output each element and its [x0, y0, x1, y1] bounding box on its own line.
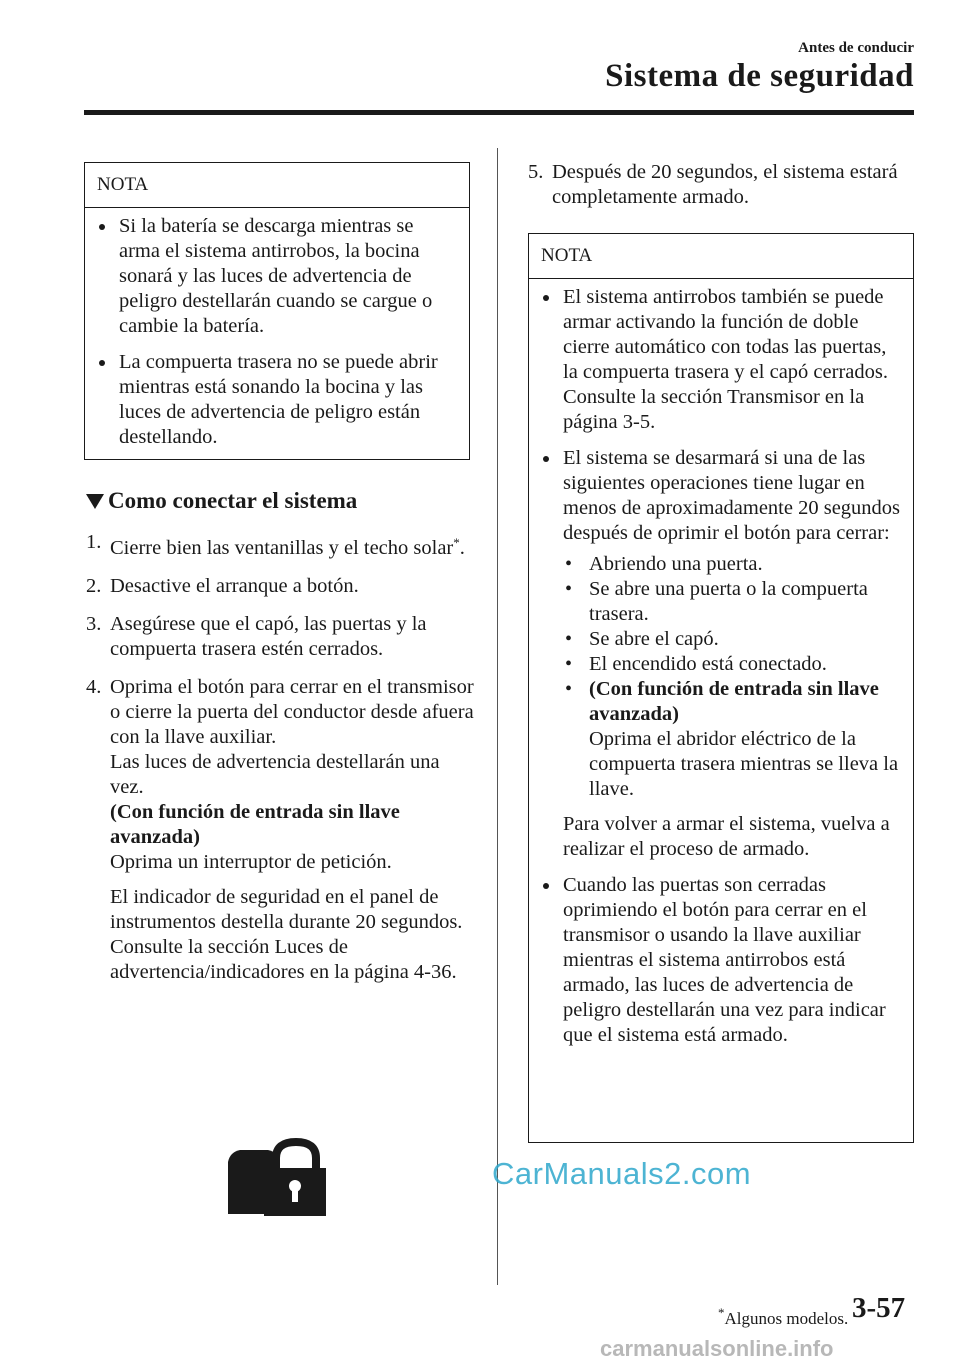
- note-box-right: [528, 233, 914, 1143]
- section-heading: Como conectar el sistema: [86, 488, 357, 514]
- note-label: NOTA: [529, 234, 913, 279]
- sub-item: • Abriendo una puerta.: [565, 553, 763, 575]
- bullet-dot: [543, 883, 549, 889]
- note-bullet: El sistema se desarmará si una de las siguientes operaciones tiene lugar en menos de aproximadamente 20 segundos después de oprimir el botón para cerrar: • Abriendo una puerta. • Se abre una puerta o la compuerta trasera. • Se abre el capó. • El encendido está conectado. • (Con función de entrada sin llave avanzada) Oprima el abridor eléctrico de la compuerta trasera mientras se lleva la llave. Para volver a armar el sistema, vuelva a realizar el proceso de armado.: [529, 446, 903, 862]
- steps-list-right: [528, 160, 908, 223]
- sub-item: • El encendido está conectado.: [565, 653, 827, 675]
- note-label: NOTA: [85, 163, 469, 208]
- bullet-dot: [543, 456, 549, 462]
- watermark-text: CarManuals2.com: [492, 1156, 752, 1191]
- bullet-dot: [99, 360, 105, 366]
- step-item: 1. Cierre bien las ventanillas y el techo solar*.: [86, 531, 465, 559]
- sub-item: • Se abre el capó.: [565, 628, 719, 650]
- sub-item: • (Con función de entrada sin llave avanzada) Oprima el abridor eléctrico de la compuerta trasera mientras se lleva la llave.: [565, 678, 899, 800]
- chapter-title: Antes de conducir: [798, 40, 914, 56]
- step-item: 2. Desactive el arranque a botón.: [86, 575, 359, 597]
- note-bullet: Cuando las puertas son cerradas oprimiendo el botón para cerrar en el transmisor o usando la llave auxiliar mientras el sistema antirrobos está armado, las luces de advertencia de peligro destellarán una vez para indicar que el sistema está armado.: [529, 873, 903, 1048]
- note-bullet: La compuerta trasera no se puede abrir mientras está sonando la bocina y las luces de advertencia de peligro están destellando.: [85, 350, 459, 450]
- column-divider: [497, 148, 498, 1285]
- step-item: 4. Oprima el botón para cerrar en el transmisor o cierre la puerta del conductor desde afuera con la llave auxiliar. Las luces de advertencia destellarán una vez. (Con función de entrada sin llave avanzada) Oprima un interruptor de petición. El indicador de seguridad en el panel de instrumentos destella durante 20 segundos. Consulte la sección Luces de advertencia/indicadores en la página 4-36.: [86, 676, 474, 983]
- note-box-left: [84, 162, 470, 460]
- steps-list: [86, 530, 476, 998]
- triangle-marker-icon: [86, 494, 104, 509]
- note-bullet: Si la batería se descarga mientras se arma el sistema antirrobos, la bocina sonará y las luces de advertencia de peligro destellarán cuando se cargue o cambie la batería.: [85, 214, 459, 339]
- header-rule: [84, 110, 914, 115]
- footer-watermark: carmanualsonline.info: [600, 1336, 834, 1361]
- step-item: 3. Asegúrese que el capó, las puertas y la compuerta trasera estén cerrados.: [86, 613, 427, 660]
- sub-item: • Se abre una puerta o la compuerta trasera.: [565, 578, 868, 625]
- note-bullet: El sistema antirrobos también se puede armar activando la función de doble cierre automático con todas las puertas, la compuerta trasera y el capó cerrados. Consulte la sección Transmisor en la página 3-5.: [529, 285, 903, 435]
- security-indicator-lock-icon: [222, 1138, 328, 1218]
- page-title: Sistema de seguridad: [605, 58, 914, 94]
- page-number: 3-57: [852, 1292, 906, 1324]
- bullet-dot: [99, 224, 105, 230]
- bullet-dot: [543, 295, 549, 301]
- step-item: 5. Después de 20 segundos, el sistema estará completamente armado.: [528, 161, 898, 208]
- footer-note: *Algunos modelos.: [718, 1305, 849, 1328]
